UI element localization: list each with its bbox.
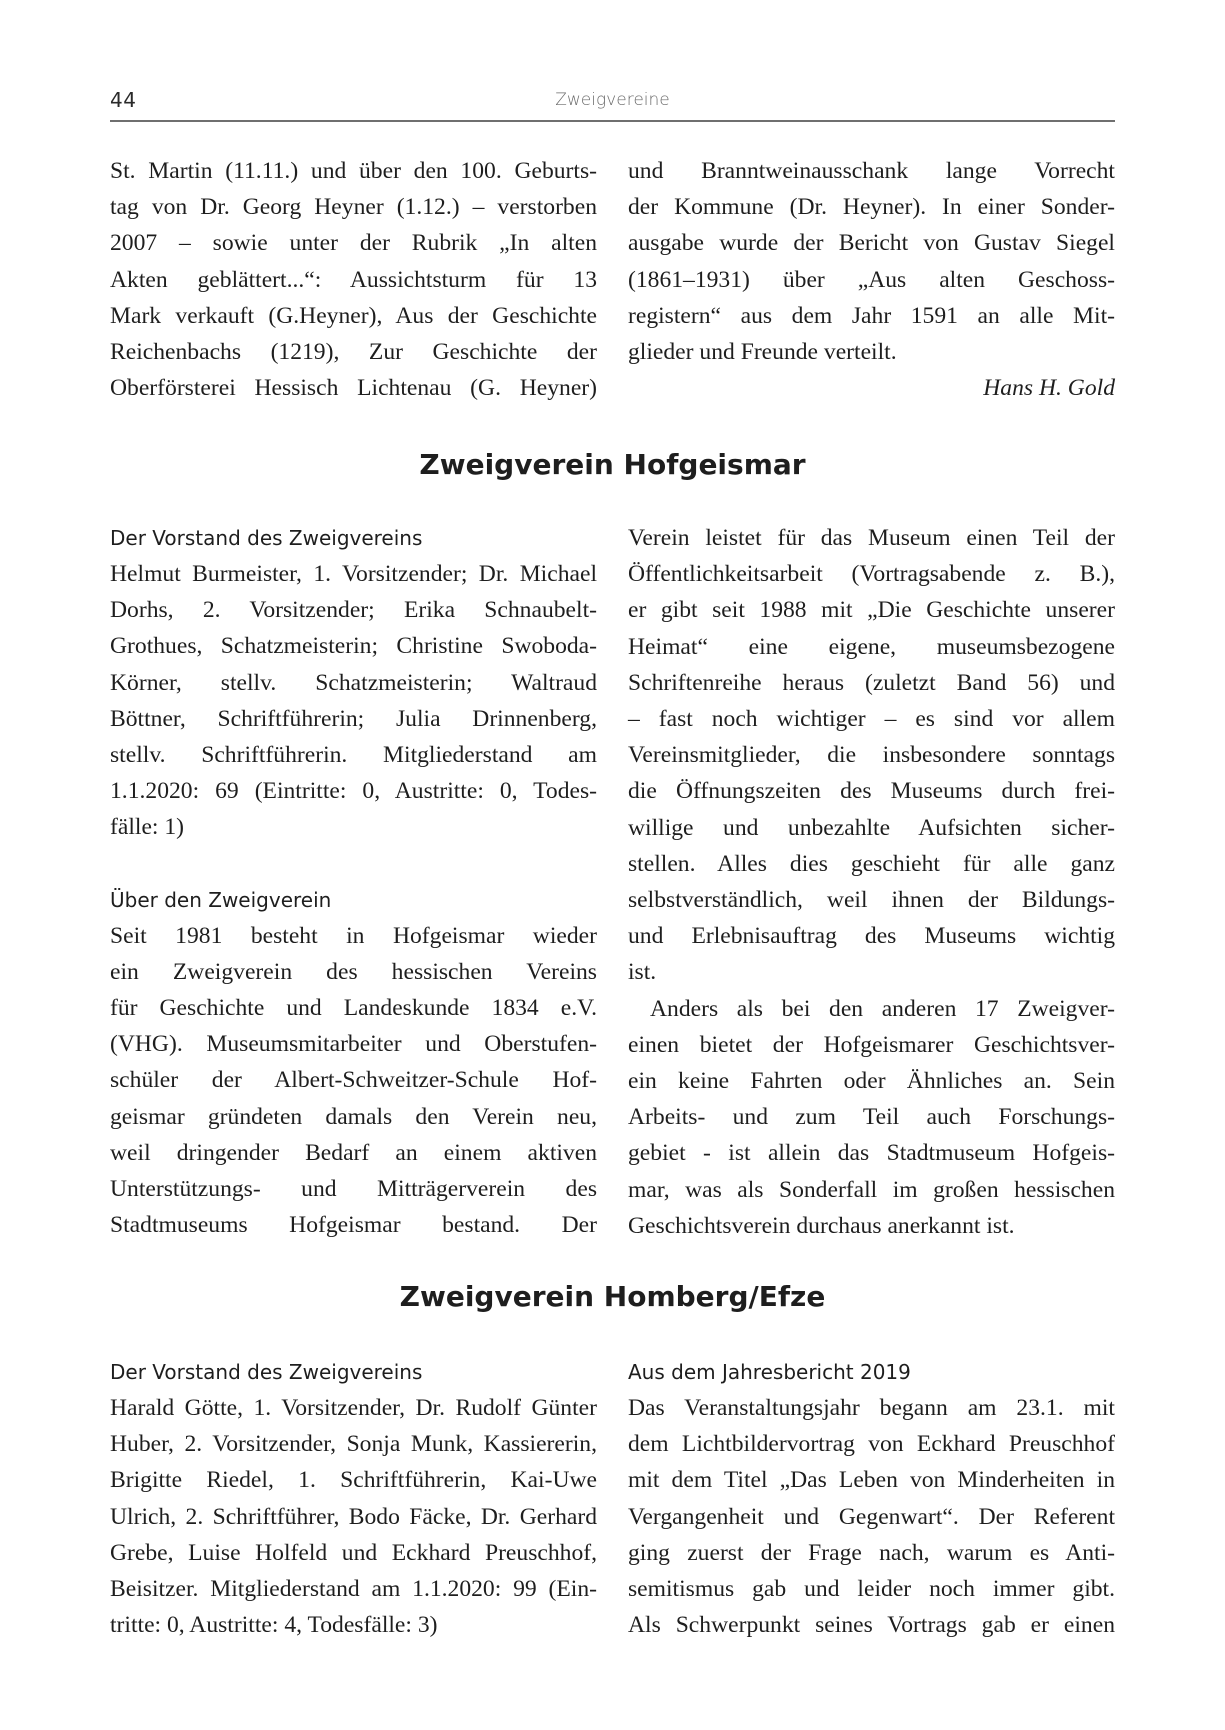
text-line: ausgabe wurde der Bericht von Gustav Siegel (628, 230, 1115, 257)
paragraph-gap (110, 846, 597, 882)
text-line: Verein leistet für das Museum einen Teil der (628, 525, 1115, 551)
text-line: Körner, stellv. Schatzmeisterin; Waltraud (110, 669, 597, 696)
text-line: Ulrich, 2. Schriftführer, Bodo Fäcke, Dr. Gerhard (110, 1503, 597, 1530)
homberg-left-column (110, 1354, 597, 1643)
text-line: Mark verkauft (G.Heyner), Aus der Geschichte (110, 302, 597, 329)
text-line: und Erlebnisauftrag des Museums wichtig (628, 923, 1115, 950)
text-line: Böttner, Schriftführerin; Julia Drinnenberg, (110, 705, 597, 732)
text-line: die Öffnungszeiten des Museums durch frei- (628, 778, 1115, 805)
text-line: Dorhs, 2. Vorsitzender; Erika Schnaubelt- (110, 597, 597, 624)
text-line: tritte: 0, Austritte: 4, Todesfälle: 3) (110, 1612, 438, 1639)
hofgeismar-right-column (628, 520, 1115, 1244)
intro-left-column (110, 153, 597, 406)
text-line: 2007 – sowie unter der Rubrik „In alten (110, 230, 597, 257)
text-line: willige und unbezahlte Aufsichten sicher- (628, 814, 1115, 841)
text-line: weil dringender Bedarf an einem aktiven (110, 1139, 597, 1166)
text-line: dem Lichtbildervortrag von Eckhard Preuschhof (628, 1431, 1115, 1458)
text-line: stellen. Alles dies geschieht für alle ganz (628, 850, 1115, 877)
text-line: ein Zweigverein des hessischen Vereins (110, 958, 597, 985)
about-heading: Über den Zweigverein (110, 887, 332, 912)
text-line: (VHG). Museumsmitarbeiter und Oberstufen- (110, 1031, 597, 1058)
text-line: Grebe, Luise Holfeld und Eckhard Preuschhof, (110, 1539, 597, 1566)
text-line: selbstverständlich, weil ihnen der Bildungs- (628, 887, 1115, 914)
hofgeismar-left-column (110, 520, 597, 1244)
text-line: Harald Götte, 1. Vorsitzender, Dr. Rudolf Günter (110, 1395, 597, 1421)
text-line: Reichenbachs (1219), Zur Geschichte der (110, 339, 597, 366)
intro-continuation (110, 153, 1115, 406)
text-line: mar, was als Sonderfall im großen hessischen (628, 1176, 1115, 1203)
section-title-hofgeismar: Zweigverein Hofgeismar (419, 448, 806, 481)
section-title-homberg: Zweigverein Homberg/Efze (399, 1280, 826, 1313)
text-line: Arbeits- und zum Teil auch Forschungs- (628, 1104, 1115, 1131)
text-line: geismar gründeten damals den Verein neu, (110, 1103, 597, 1130)
text-line: – fast noch wichtiger – es sind vor allem (628, 706, 1115, 733)
text-line: er gibt seit 1988 mit „Die Geschichte unserer (628, 597, 1115, 624)
text-line: Das Veranstaltungsjahr begann am 23.1. mit (628, 1395, 1115, 1421)
text-line: tag von Dr. Georg Heyner (1.12.) – verstorben (110, 194, 597, 221)
board-heading: Der Vorstand des Zweigvereins (110, 1360, 423, 1384)
text-line: für Geschichte und Landeskunde 1834 e.V. (110, 995, 597, 1022)
text-line: Brigitte Riedel, 1. Schriftführerin, Kai-Uwe (110, 1467, 597, 1494)
text-line: und Branntweinausschank lange Vorrecht (628, 158, 1115, 184)
text-line: ein keine Fahrten oder Ähnliches an. Sein (628, 1068, 1115, 1095)
text-line: Als Schwerpunkt seines Vortrags gab er einen (628, 1612, 1115, 1639)
text-line: 1.1.2020: 69 (Eintritte: 0, Austritte: 0, Todes- (110, 778, 597, 805)
text-line: der Kommune (Dr. Heyner). In einer Sonder- (628, 194, 1115, 221)
text-line: glieder und Freunde verteilt. (628, 339, 897, 366)
text-line: Heimat“ eine eigene, museumsbezogene (628, 633, 1115, 660)
section-homberg (110, 1354, 1115, 1643)
homberg-right-column (628, 1354, 1115, 1643)
text-line: (1861–1931) über „Aus alten Geschoss- (628, 266, 1115, 293)
author-signature: Hans H. Gold (983, 375, 1115, 402)
text-line: Oberförsterei Hessisch Lichtenau (G. Heyner) (110, 375, 597, 402)
text-line: Schriftenreihe heraus (zuletzt Band 56) und (628, 669, 1115, 696)
text-line: stellv. Schriftführerin. Mitgliederstand am (110, 742, 597, 769)
running-title: Zweigvereine (555, 90, 670, 110)
text-line: semitismus gab und leider noch immer gibt. (628, 1576, 1115, 1603)
section-hofgeismar (110, 520, 1115, 1244)
text-line: Unterstützungs- und Mitträgerverein des (110, 1176, 597, 1203)
text-line: Geschichtsverein durchaus anerkannt ist. (628, 1212, 1015, 1239)
text-line: schüler der Albert-Schweitzer-Schule Hof- (110, 1067, 597, 1094)
text-line: Stadtmuseums Hofgeismar bestand. Der (110, 1212, 597, 1239)
text-line: registern“ aus dem Jahr 1591 an alle Mit- (628, 302, 1115, 329)
text-line: Grothues, Schatzmeisterin; Christine Swoboda- (110, 633, 597, 660)
text-line: Akten geblättert...“: Aussichtsturm für 13 (110, 266, 597, 293)
running-header (110, 86, 1115, 122)
text-line: Vereinsmitglieder, die insbesondere sonntags (628, 742, 1115, 769)
report-heading: Aus dem Jahresbericht 2019 (628, 1360, 911, 1384)
text-line: Öffentlichkeitsarbeit (Vortragsabende z. B.), (628, 561, 1115, 588)
text-line: gebiet - ist allein das Stadtmuseum Hofgeis- (628, 1140, 1115, 1167)
text-line: fälle: 1) (110, 814, 185, 841)
text-line: Seit 1981 besteht in Hofgeismar wieder (110, 922, 597, 949)
text-line: Anders als bei den anderen 17 Zweigver- (650, 995, 1115, 1022)
text-line: ging zuerst der Frage nach, warum es Anti- (628, 1539, 1115, 1566)
text-line: St. Martin (11.11.) und über den 100. Geburts- (110, 158, 597, 184)
board-heading: Der Vorstand des Zweigvereins (110, 526, 423, 550)
text-line: einen bietet der Hofgeismarer Geschichtsver- (628, 1031, 1115, 1058)
page-number: 44 (110, 88, 137, 112)
text-line: Vergangenheit und Gegenwart“. Der Referent (628, 1503, 1115, 1530)
text-line: Helmut Burmeister, 1. Vorsitzender; Dr. Michael (110, 561, 597, 587)
text-line: ist. (628, 959, 657, 986)
text-line: mit dem Titel „Das Leben von Minderheiten in (628, 1467, 1115, 1494)
intro-right-column (628, 153, 1115, 406)
text-line: Huber, 2. Vorsitzender, Sonja Munk, Kassiererin, (110, 1431, 597, 1458)
text-line: Beisitzer. Mitgliederstand am 1.1.2020: 99 (Ein- (110, 1576, 597, 1603)
